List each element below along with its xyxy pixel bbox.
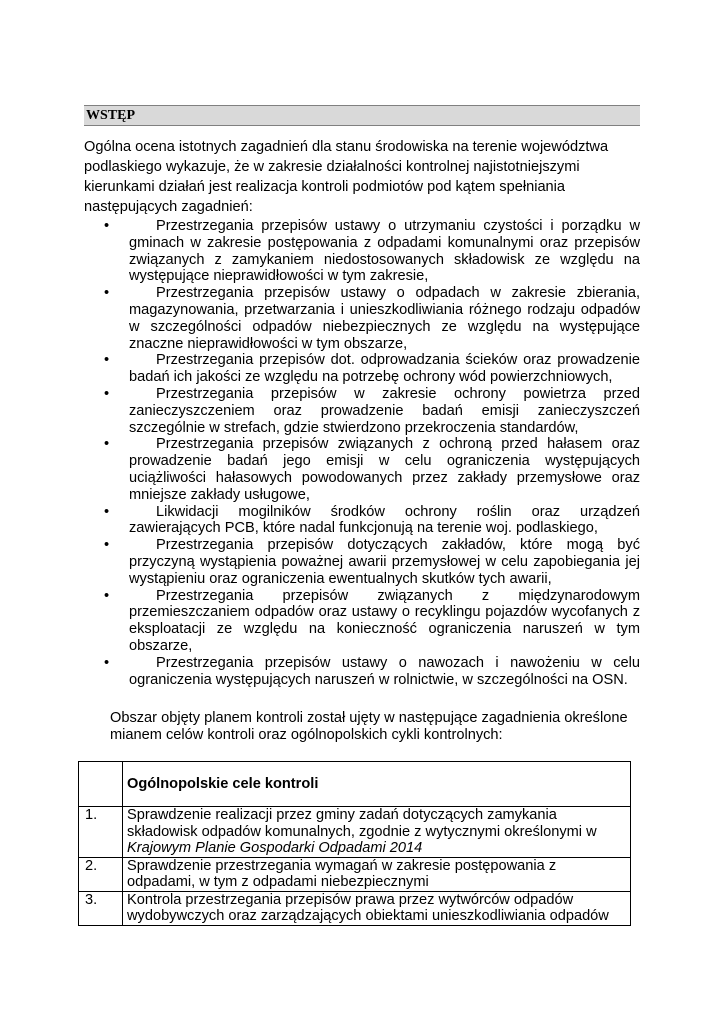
row-num: 2. — [79, 857, 123, 891]
row-text: Sprawdzenie realizacji przez gminy zadań dotyczących zamykania składowisk odpadów komunalnych, zgodnie z wytycznymi określonymi w Krajowym Planie Gospodarki Odpadami 2014 — [123, 807, 631, 858]
bullet-icon: • — [104, 654, 110, 671]
list-item: • Likwidacji mogilników środków ochrony roślin oraz urządzeń zawierających PCB, które nadal funkcjonują na terenie woj. podlaskiego, — [104, 503, 640, 537]
bullet-icon: • — [104, 537, 110, 554]
row-italic-text: Krajowym Planie Gospodarki Odpadami 2014 — [127, 840, 423, 856]
list-item: • Przestrzegania przepisów ustawy o utrzymaniu czystości i porządku w gminach w zakresie postępowania z odpadami komunalnymi oraz przepisów związanych z zamykaniem niedostosowanych składowisk ze względu na występujące nieprawidłowości w tym zakresie, — [104, 218, 640, 285]
section-heading: WSTĘP — [86, 108, 136, 123]
row-num: 3. — [79, 891, 123, 925]
list-item: • Przestrzegania przepisów dot. odprowadzania ścieków oraz prowadzenie badań ich jakości ze względu na potrzebę ochrony wód powierzchniowych, — [104, 352, 640, 386]
row-num: 1. — [79, 807, 123, 858]
list-item: • Przestrzegania przepisów dotyczących zakładów, które mogą być przyczyną wystąpienia poważnej awarii przemysłowej w celu zapobiegania jej wystąpieniu oraz ograniczenia ewentualnych skutków tych awarii, — [104, 537, 640, 587]
bullet-icon: • — [104, 218, 110, 234]
intro-paragraph: Ogólna ocena istotnych zagadnień dla stanu środowiska na terenie województwa podlaskiego wykazuje, że w zakresie działalności kontrolnej najistotniejszymi kierunkami działań jest realizacja kontroli podmiotów pod kątem spełniania następujących zagadnień: — [84, 139, 609, 215]
list-item: • Przestrzegania przepisów związanych z międzynarodowym przemieszczaniem odpadów oraz ustawy o recyklingu pojazdów wycofanych z eksploatacji ze względu na konieczność ograniczenia naruszeń w tym obszarze, — [104, 587, 640, 654]
header-num-cell — [79, 762, 123, 807]
list-item: • Przestrzegania przepisów ustawy o odpadach w zakresie zbierania, magazynowania, przetwarzania i unieszkodliwiania różnego rodzaju odpadów w szczególności odpadów niebezpiecznych ze względu na występujące znaczne nieprawidłowości w tym obszarze, — [104, 285, 640, 352]
row-text: Kontrola przestrzegania przepisów prawa przez wytwórców odpadów wydobywczych oraz zarządzających obiektami unieszkodliwiania odpadów — [123, 891, 631, 925]
table-row — [79, 891, 631, 925]
bullet-icon: • — [104, 352, 110, 369]
bullet-icon: • — [104, 385, 110, 402]
table-row — [79, 807, 631, 858]
outro-paragraph: Obszar objęty planem kontroli został ujęty w następujące zagadnienia określone mianem celów kontroli oraz ogólnopolskich cykli kontrolnych: — [110, 710, 628, 743]
control-goals-table — [78, 761, 631, 926]
list-item: • Przestrzegania przepisów w zakresie ochrony powietrza przed zanieczyszczeniem oraz prowadzenie badań emisji zanieczyszczeń szczególnie w strefach, gdzie stwierdzono przekroczenia standardów, — [104, 385, 640, 436]
bullet-icon: • — [104, 436, 110, 453]
list-item: • Przestrzegania przepisów ustawy o nawozach i nawożeniu w celu ograniczenia występujących naruszeń w rolnictwie, w szczególności na OSN. — [104, 654, 640, 688]
header-title-cell: Ogólnopolskie cele kontroli — [123, 762, 631, 807]
bullet-icon: • — [104, 285, 110, 302]
row-text: Sprawdzenie przestrzegania wymagań w zakresie postępowania z odpadami, w tym z odpadami niebezpiecznymi — [123, 857, 631, 891]
section-heading-bar — [84, 105, 640, 126]
bullet-icon: • — [104, 503, 110, 520]
bullet-icon: • — [104, 587, 110, 604]
table-header-row — [79, 762, 631, 807]
table-row — [79, 857, 631, 891]
bullet-list — [84, 218, 640, 688]
list-item: • Przestrzegania przepisów związanych z ochroną przed hałasem oraz prowadzenie badań jego emisji w celu ograniczenia występujących uciążliwości hałasowych powodowanych przez zakłady przemysłowe oraz mniejsze zakłady usługowe, — [104, 436, 640, 503]
